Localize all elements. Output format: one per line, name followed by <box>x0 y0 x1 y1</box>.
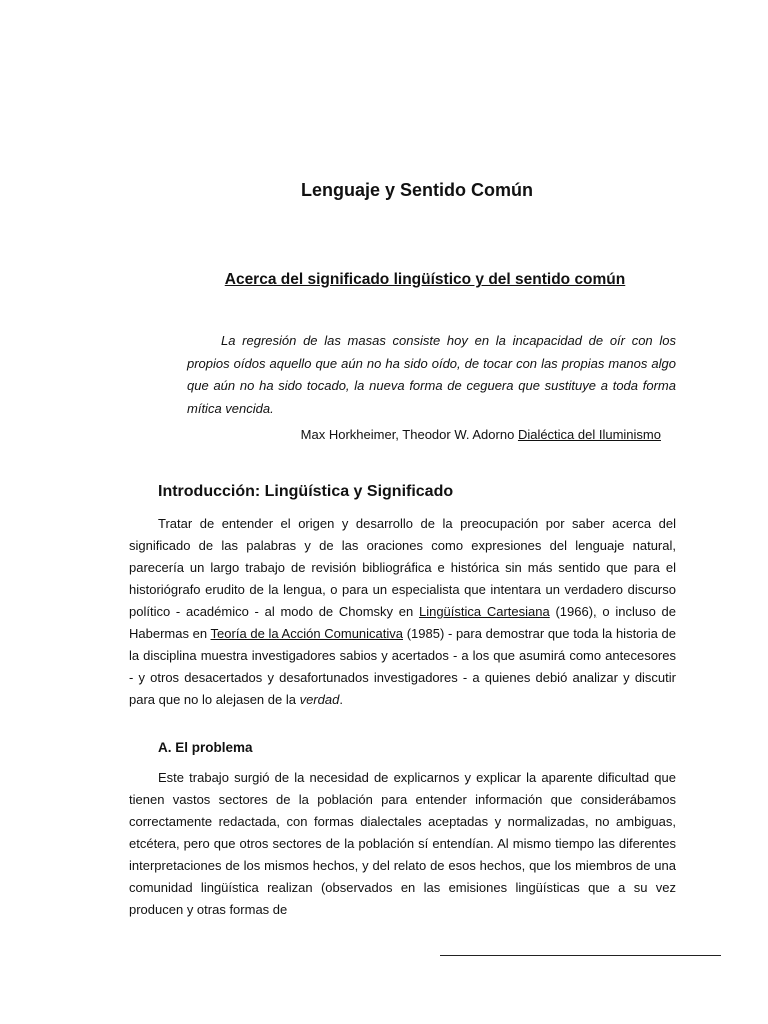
intro-italic-verdad: verdad <box>299 692 340 707</box>
problem-paragraph: Este trabajo surgió de la necesidad de explicarnos y explicar la aparente dificultad que tienen vastos sectores de la población para entender información que considerábamos correctamente redactada, con formas dialectales aceptadas y normalizadas, no ambiguas, etcétera, pero que otros sectores de la población sí entendían. Al mismo tiempo las diferentes interpretaciones de los mismos hechos, y del relato de esos hechos, que los miembros de una comunidad lingüística realizan (observados en las emisiones lingüísticas que a su vez producen y otras formas de <box>129 770 676 917</box>
intro-text-d: (1985) - para demostrar que toda la historia de la disciplina muestra investigadores sabios y acertados - a los que asumirá como antecesores - y otros desacertados y desafortunados investigadores - a quienes debió analizar y discutir para que no lo alejasen de la <box>129 626 676 707</box>
epigraph-work-title: Dialéctica del Iluminismo <box>517 427 661 442</box>
epigraph-quote: La regresión de las masas consiste hoy en la incapacidad de oír con los propios oídos aquello que aún no ha sido oído, de tocar con las propias manos algo que aún no ha sido tocado, la nueva forma de ceguera que sustituye a toda forma mítica vencida. <box>187 333 676 416</box>
document-title: Lenguaje y Sentido Común <box>300 180 533 200</box>
footnote-separator <box>440 955 721 956</box>
document-subtitle: Acerca del significado lingüístico y del sentido común <box>224 271 626 288</box>
section-heading-problem: A. El problema <box>158 740 253 755</box>
intro-paragraph <box>129 513 676 711</box>
section-heading-intro: Introducción: Lingüística y Significado <box>158 483 454 500</box>
intro-comma: , <box>593 604 597 619</box>
intro-text-c: o incluso de Habermas en <box>129 604 676 641</box>
epigraph-authors: Max Horkheimer, Theodor W. Adorno <box>300 427 515 442</box>
intro-text-end: . <box>339 692 343 707</box>
citation-teoria-accion-comunicativa: Teoría de la Acción Comunicativa <box>210 626 404 641</box>
citation-linguistica-cartesiana: Lingüística Cartesiana <box>418 604 550 619</box>
epigraph-attribution <box>187 427 661 442</box>
intro-text-b: (1966) <box>549 604 594 619</box>
intro-text-a: Tratar de entender el origen y desarrollo de la preocupación por saber acerca del significado de las palabras y de las oraciones como expresiones del lenguaje natural, parecería un largo trabajo de revisión bibliográfica e histórica sin más sentido que para el historiógrafo erudito de la lengua, o para un especialista que intentara un verdadero discurso político - académico - al modo de Chomsky en <box>129 516 676 619</box>
